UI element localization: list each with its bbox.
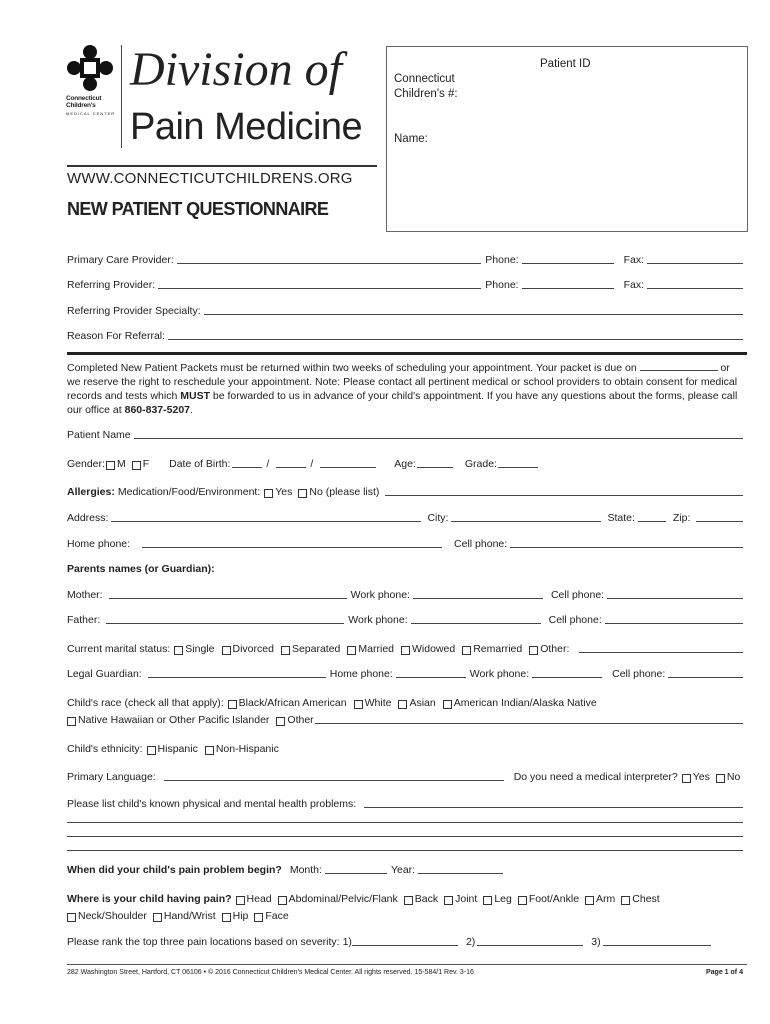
- cell-phone-label: Cell phone:: [454, 538, 508, 550]
- pain-face-checkbox[interactable]: [254, 913, 263, 922]
- allergies-question: Medication/Food/Environment:: [117, 486, 261, 498]
- ethnicity-nonhispanic-label: Non-Hispanic: [215, 743, 279, 755]
- pain-neck-checkbox[interactable]: [67, 913, 76, 922]
- pain-chest-label: Chest: [632, 893, 660, 905]
- dob-month-field[interactable]: [232, 467, 262, 468]
- ethnicity-nonhispanic-checkbox[interactable]: [205, 746, 214, 755]
- reason-label: Reason For Referral:: [67, 330, 166, 342]
- ethnicity-hispanic-checkbox[interactable]: [147, 746, 156, 755]
- pain-leg-checkbox[interactable]: [483, 896, 492, 905]
- pain-year-label: Year:: [390, 864, 416, 876]
- father-row: [67, 614, 743, 626]
- guardian-work-label: Work phone:: [469, 668, 530, 680]
- guardian-home-field[interactable]: [396, 677, 466, 678]
- referring-phone-label: Phone:: [485, 279, 519, 291]
- marital-separated-checkbox[interactable]: [281, 646, 290, 655]
- marital-other-label: Other:: [540, 643, 570, 655]
- reason-row: [67, 330, 743, 342]
- marital-remarried-checkbox[interactable]: [462, 646, 471, 655]
- notice-text-2: or we reserve the right to reschedule your appointment. Note: Please contact all pertinent medical or school providers to obtain consent for medical records and tests which: [67, 362, 738, 402]
- health-problems-label: Please list child's known physical and mental health problems:: [67, 798, 357, 810]
- specialty-field[interactable]: [204, 314, 743, 315]
- health-problems-row: [67, 798, 743, 810]
- patient-id-box[interactable]: [386, 46, 748, 232]
- specialty-label: Referring Provider Specialty:: [67, 305, 201, 317]
- rank-2-field[interactable]: [477, 945, 583, 946]
- allergies-no-label: No (please list): [309, 486, 380, 498]
- pcp-fax-field[interactable]: [647, 263, 743, 264]
- cc-number-label: Connecticut Children's #:: [394, 73, 458, 100]
- marital-divorced-checkbox[interactable]: [222, 646, 231, 655]
- race-white-label: White: [364, 697, 392, 709]
- father-field[interactable]: [106, 623, 344, 624]
- allergies-row: [67, 486, 743, 498]
- pain-rank-label: Please rank the top three pain locations based on severity:: [67, 936, 340, 948]
- race-native-american-checkbox[interactable]: [443, 700, 452, 709]
- marital-divorced-label: Divorced: [232, 643, 274, 655]
- mother-work-field[interactable]: [413, 598, 543, 599]
- dob-year-field[interactable]: [320, 467, 376, 468]
- page-number: Page 1 of 4: [706, 969, 743, 976]
- ethnicity-hispanic-label: Hispanic: [157, 743, 198, 755]
- referring-label: Referring Provider:: [67, 279, 156, 291]
- health-problems-line-2[interactable]: [67, 822, 743, 823]
- interpreter-no-checkbox[interactable]: [716, 774, 725, 783]
- gender-m-checkbox[interactable]: [106, 461, 115, 470]
- gender-row: [67, 458, 743, 470]
- dob-label: Date of Birth:: [169, 458, 231, 470]
- rank-3-label: 3): [591, 936, 601, 948]
- pcp-field[interactable]: [177, 263, 482, 264]
- marital-remarried-label: Remarried: [473, 643, 523, 655]
- logo-line-3: MEDICAL CENTER: [66, 111, 116, 116]
- age-label: Age:: [394, 458, 416, 470]
- gender-label: Gender:: [67, 458, 105, 470]
- guardian-label: Legal Guardian:: [67, 668, 142, 680]
- gender-m-label: M: [116, 458, 126, 470]
- pain-joint-label: Joint: [455, 893, 478, 905]
- referring-fax-label: Fax:: [623, 279, 644, 291]
- reason-field[interactable]: [168, 339, 743, 340]
- dob-slash-1: /: [266, 458, 270, 470]
- footer-text: 282 Washington Street, Hartford, CT 06106 • © 2016 Connecticut Children's Medical Center. All rights reserved. 15-584/1 Rev. 3-16: [67, 969, 474, 976]
- allergies-no-checkbox[interactable]: [298, 489, 307, 498]
- specialty-row: [67, 305, 743, 317]
- home-phone-label: Home phone:: [67, 538, 131, 550]
- age-field[interactable]: [417, 467, 453, 468]
- ethnicity-label: Child's ethnicity:: [67, 743, 143, 755]
- pain-year-field[interactable]: [418, 873, 503, 874]
- race-asian-label: Asian: [409, 697, 436, 709]
- pain-head-label: Head: [246, 893, 272, 905]
- pain-month-field[interactable]: [325, 873, 387, 874]
- rank-1-field[interactable]: [352, 945, 458, 946]
- parents-heading: Parents names (or Guardian):: [67, 563, 215, 575]
- pain-neck-label: Neck/Shoulder: [78, 910, 147, 922]
- father-label: Father:: [67, 614, 101, 626]
- notice-must: MUST: [180, 390, 210, 402]
- pain-hand-label: Hand/Wrist: [163, 910, 216, 922]
- address-row: [67, 512, 743, 524]
- race-asian-checkbox[interactable]: [398, 700, 407, 709]
- pain-month-label: Month:: [289, 864, 322, 876]
- guardian-cell-field[interactable]: [668, 677, 743, 678]
- allergies-yes-label: Yes: [275, 486, 293, 498]
- logo-line-1: Connecticut: [66, 95, 102, 102]
- pain-abdominal-label: Abdominal/Pelvic/Flank: [288, 893, 398, 905]
- gender-f-label: F: [142, 458, 150, 470]
- dob-day-field[interactable]: [276, 467, 306, 468]
- city-label: City:: [427, 512, 449, 524]
- interpreter-yes-checkbox[interactable]: [682, 774, 691, 783]
- pain-foot-label: Foot/Ankle: [528, 893, 580, 905]
- marital-other-checkbox[interactable]: [529, 646, 538, 655]
- pain-hip-checkbox[interactable]: [222, 913, 231, 922]
- marital-separated-label: Separated: [291, 643, 341, 655]
- mother-cell-field[interactable]: [607, 598, 743, 599]
- pain-hip-label: Hip: [232, 910, 249, 922]
- pain-abdominal-checkbox[interactable]: [278, 896, 287, 905]
- race-other-checkbox[interactable]: [276, 717, 285, 726]
- language-field[interactable]: [164, 780, 504, 781]
- gender-f-checkbox[interactable]: [132, 461, 141, 470]
- logo-line-2: Children's: [66, 102, 96, 109]
- pain-begin-label: When did your child's pain problem begin?: [67, 864, 282, 876]
- allergies-label: Allergies:: [67, 486, 115, 498]
- address-field[interactable]: [111, 521, 421, 522]
- rank-2-label: 2): [465, 936, 476, 948]
- mother-row: [67, 589, 743, 601]
- state-label: State:: [607, 512, 635, 524]
- page-title: NEW PATIENT QUESTIONNAIRE: [67, 199, 329, 219]
- race-black-checkbox[interactable]: [228, 700, 237, 709]
- ethnicity-row: [67, 743, 743, 755]
- race-row-2: [67, 714, 743, 726]
- pcp-label: Primary Care Provider:: [67, 254, 174, 266]
- father-cell-field[interactable]: [605, 623, 743, 624]
- pcp-row: [67, 254, 743, 266]
- pcp-fax-label: Fax:: [623, 254, 644, 266]
- footer-rule: [67, 964, 747, 965]
- language-row: [67, 771, 743, 783]
- notice-text-3: be forwarded to us in advance of your child's appointment. If you have any questions about the forms, please call our office at: [67, 390, 738, 416]
- marital-widowed-checkbox[interactable]: [401, 646, 410, 655]
- patient-id-label: Patient ID: [540, 58, 591, 70]
- pcp-phone-label: Phone:: [485, 254, 519, 266]
- pain-head-checkbox[interactable]: [236, 896, 245, 905]
- cell-phone-field[interactable]: [510, 547, 743, 548]
- race-row-1: [67, 697, 743, 709]
- office-phone: 860-837-5207: [124, 404, 190, 416]
- division-heading: Division of: [130, 43, 342, 96]
- due-date-field[interactable]: [640, 362, 718, 371]
- language-label: Primary Language:: [67, 771, 156, 783]
- patient-name-field[interactable]: [134, 438, 743, 439]
- marital-married-checkbox[interactable]: [347, 646, 356, 655]
- pain-joint-checkbox[interactable]: [444, 896, 453, 905]
- mother-label: Mother:: [67, 589, 103, 601]
- guardian-field[interactable]: [148, 677, 326, 678]
- mother-field[interactable]: [109, 598, 347, 599]
- zip-field[interactable]: [696, 521, 743, 522]
- guardian-work-field[interactable]: [532, 677, 602, 678]
- marital-widowed-label: Widowed: [412, 643, 456, 655]
- notice-text-1: Completed New Patient Packets must be returned within two weeks of scheduling your appointment. Your packet is due on: [67, 362, 637, 374]
- father-cell-label: Cell phone:: [548, 614, 602, 626]
- pain-back-label: Back: [414, 893, 439, 905]
- pain-face-label: Face: [265, 910, 289, 922]
- marital-single-label: Single: [185, 643, 215, 655]
- patient-name-row: [67, 429, 743, 441]
- race-other-field[interactable]: [315, 723, 743, 724]
- pain-arm-label: Arm: [596, 893, 616, 905]
- health-problems-field[interactable]: [364, 807, 743, 808]
- header-divider: [121, 45, 122, 148]
- referring-field[interactable]: [158, 288, 481, 289]
- rank-3-field[interactable]: [603, 945, 711, 946]
- marital-single-checkbox[interactable]: [174, 646, 183, 655]
- marital-label: Current marital status:: [67, 643, 171, 655]
- notice-paragraph: [67, 361, 743, 417]
- race-other-label: Other: [287, 714, 314, 726]
- health-problems-line-4[interactable]: [67, 850, 743, 851]
- department-heading: Pain Medicine: [130, 106, 363, 148]
- pain-rank-row: [67, 936, 743, 948]
- pain-chest-checkbox[interactable]: [621, 896, 630, 905]
- guardian-row: [67, 668, 743, 680]
- pain-where-label: Where is your child having pain?: [67, 893, 232, 905]
- home-phone-row: [67, 538, 743, 550]
- race-label: Child's race (check all that apply):: [67, 697, 224, 709]
- logo-wordmark: [66, 95, 120, 117]
- interpreter-no-label: No: [726, 771, 741, 783]
- referring-phone-field[interactable]: [522, 288, 614, 289]
- interpreter-yes-label: Yes: [692, 771, 710, 783]
- id-name-label: Name:: [394, 133, 428, 145]
- pain-where-row-2: [67, 910, 743, 922]
- patient-name-label: Patient Name: [67, 429, 131, 441]
- marital-row: [67, 643, 743, 655]
- interpreter-label: Do you need a medical interpreter?: [513, 771, 678, 783]
- website-link[interactable]: WWW.CONNECTICUTCHILDRENS.ORG: [67, 170, 353, 187]
- pcp-phone-field[interactable]: [522, 263, 614, 264]
- address-label: Address:: [67, 512, 109, 524]
- father-work-label: Work phone:: [348, 614, 408, 626]
- race-black-label: Black/African American: [238, 697, 347, 709]
- state-field[interactable]: [638, 521, 666, 522]
- dob-slash-2: /: [310, 458, 314, 470]
- referring-fax-field[interactable]: [647, 288, 743, 289]
- header-rule: [67, 165, 377, 167]
- city-field[interactable]: [451, 521, 601, 522]
- grade-field[interactable]: [498, 467, 538, 468]
- referring-row: [67, 279, 743, 291]
- pain-hand-checkbox[interactable]: [153, 913, 162, 922]
- health-problems-line-3[interactable]: [67, 836, 743, 837]
- rank-1-label: 1): [342, 936, 352, 948]
- allergies-yes-checkbox[interactable]: [264, 489, 273, 498]
- parents-heading-row: [67, 563, 743, 575]
- notice-end: .: [190, 404, 193, 416]
- pain-foot-checkbox[interactable]: [518, 896, 527, 905]
- mother-work-label: Work phone:: [350, 589, 410, 601]
- marital-married-label: Married: [358, 643, 394, 655]
- connecticut-childrens-logo-icon: [67, 45, 113, 91]
- race-pacific-checkbox[interactable]: [67, 717, 76, 726]
- guardian-cell-label: Cell phone:: [612, 668, 666, 680]
- grade-label: Grade:: [464, 458, 497, 470]
- father-work-field[interactable]: [411, 623, 541, 624]
- pain-begin-row: [67, 864, 743, 876]
- allergies-field[interactable]: [385, 495, 743, 496]
- marital-other-field[interactable]: [579, 652, 743, 653]
- mother-cell-label: Cell phone:: [550, 589, 605, 601]
- pain-arm-checkbox[interactable]: [585, 896, 594, 905]
- race-pacific-label: Native Hawaiian or Other Pacific Islander: [78, 714, 270, 726]
- section-divider: [67, 352, 747, 355]
- home-phone-field[interactable]: [142, 547, 442, 548]
- guardian-home-label: Home phone:: [329, 668, 393, 680]
- race-native-american-label: American Indian/Alaska Native: [453, 697, 597, 709]
- zip-label: Zip:: [672, 512, 691, 524]
- pain-leg-label: Leg: [494, 893, 512, 905]
- pain-back-checkbox[interactable]: [404, 896, 413, 905]
- pain-where-row-1: [67, 893, 743, 905]
- race-white-checkbox[interactable]: [354, 700, 363, 709]
